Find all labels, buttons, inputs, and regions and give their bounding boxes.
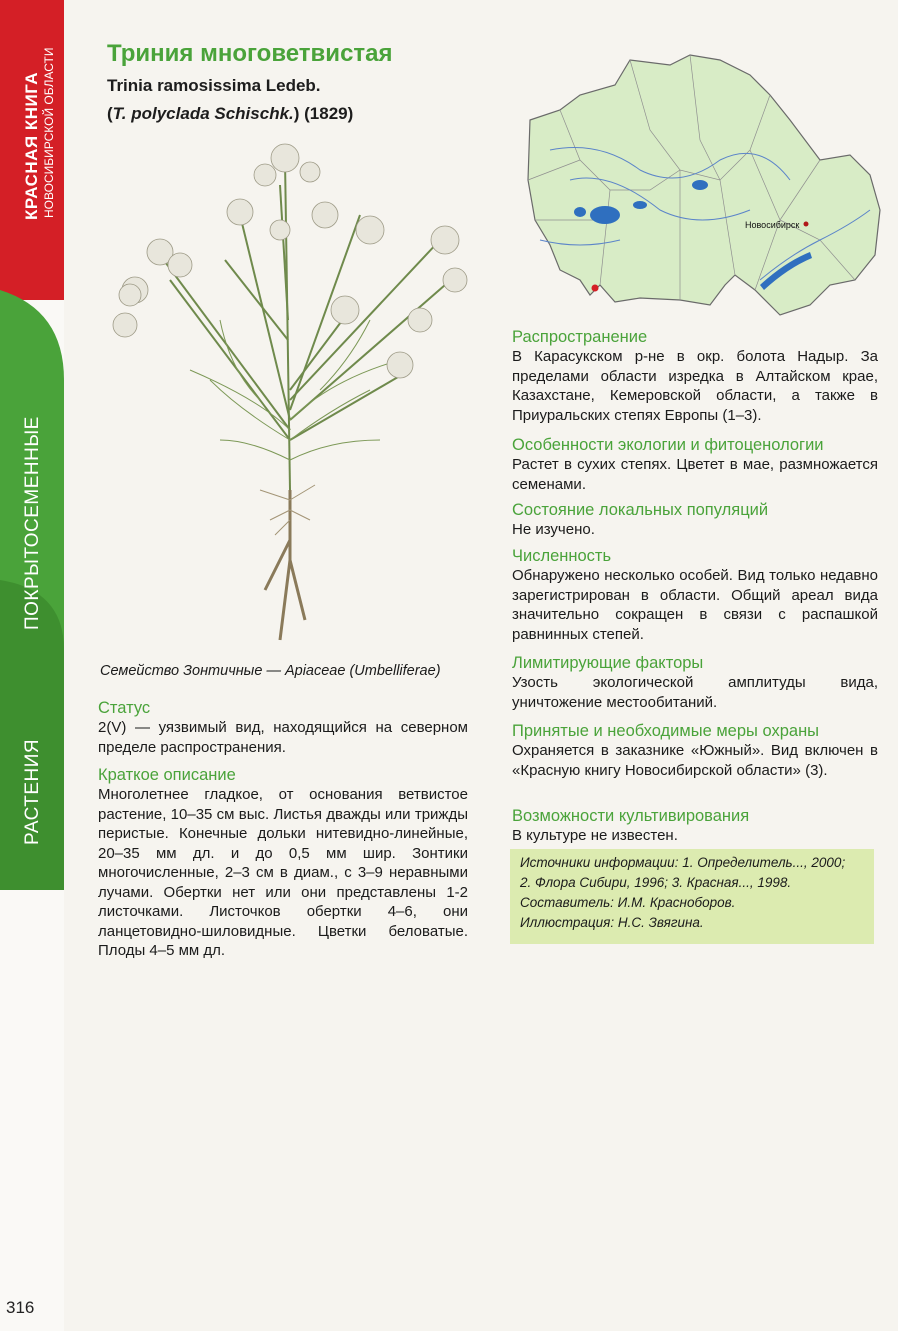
ecology-section — [512, 435, 878, 494]
distribution-section — [512, 327, 878, 425]
region-map — [520, 40, 885, 322]
status-heading: Статус — [98, 699, 151, 717]
populations-text: Не изучено. — [512, 521, 595, 538]
description-section — [98, 765, 468, 961]
limiting-section — [512, 653, 878, 712]
sources-line: Источники информации: 1. Определитель..., 2000; — [520, 855, 846, 870]
limiting-heading: Лимитирующие факторы — [512, 654, 704, 672]
abundance-heading: Численность — [512, 547, 612, 565]
kingdom-label: РАСТЕНИЯ — [22, 738, 43, 845]
compiler-line: Составитель: И.М. Красноборов. — [520, 895, 736, 910]
cultivation-heading: Возможности культивирования — [512, 807, 750, 825]
book-title: КРАСНАЯ КНИГА — [22, 71, 41, 220]
occurrence-marker — [592, 285, 599, 292]
synonym-line: (T. polyclada Schischk.) (1829) — [107, 104, 354, 123]
book-subtitle: НОВОСИБИРСКОЙ ОБЛАСТИ — [42, 47, 56, 218]
description-text: Многолетнее гладкое, от основания ветвистое растение, 10–35 см выс. Листья дважды или трижды перистые. Конечные дольки нитевидно-линейные, 20–35 мм дл. и до 0,5 мм шир. Зонтики многочисленные, 2–3 см в диам., с 3–9 неравными лучами. Обертки нет или они представлены 1-2 листочками. Листочков обертки 4–6, они ланцетовидно-шиловидные. Цветки беловатые. Плоды 4–5 мм дл. — [98, 786, 468, 959]
synonym-name: T. polyclada Schischk. — [112, 104, 294, 123]
page-number: 316 — [6, 1298, 35, 1317]
city-label: Новосибирск — [745, 220, 800, 230]
cultivation-text: В культуре не известен. — [512, 827, 678, 844]
sources-box — [510, 849, 874, 944]
protection-section — [512, 721, 878, 780]
description-heading: Краткое описание — [98, 766, 236, 784]
status-section — [98, 698, 468, 757]
distribution-heading: Распространение — [512, 328, 648, 346]
cultivation-section — [512, 806, 878, 846]
protection-text: Охраняется в заказнике «Южный». Вид включен в «Красную книгу Новосибирской области» (3). — [512, 742, 878, 779]
sidebar — [0, 0, 64, 1331]
city-marker — [804, 222, 809, 227]
latin-name: Trinia ramosissima Ledeb. — [107, 76, 321, 95]
plant-illustration — [100, 140, 500, 655]
illustrator-line: Иллюстрация: Н.С. Звягина. — [520, 915, 704, 930]
populations-section — [512, 500, 878, 540]
sources-line: 2. Флора Сибири, 1996; 3. Красная..., 1998. — [520, 875, 792, 890]
family-caption: Семейство Зонтичные — Apiaceae (Umbelliferae) — [100, 663, 441, 679]
status-text: 2(V) — уязвимый вид, находящийся на северном пределе распространения. — [98, 719, 468, 756]
category-label: ПОКРЫТОСЕМЕННЫЕ — [22, 416, 43, 630]
ecology-heading: Особенности экологии и фитоценологии — [512, 436, 824, 454]
abundance-section — [512, 546, 878, 644]
protection-heading: Принятые и необходимые меры охраны — [512, 722, 820, 740]
page-title: Триния многоветвистая — [107, 40, 393, 67]
abundance-text: Обнаружено несколько особей. Вид только недавно зарегистрирован в области. Общий ареал вида значительно сокращен в связи с распашкой равнинных степей. — [512, 567, 878, 643]
populations-heading: Состояние локальных популяций — [512, 501, 769, 519]
distribution-text: В Карасукском р-не в окр. болота Надыр. За пределами области изредка в Алтайском крае, Казахстане, Кемеровской области, а также в Приуральских степях Европы (1–3). — [512, 348, 878, 424]
ecology-text: Растет в сухих степях. Цветет в мае, размножается семенами. — [512, 456, 878, 493]
limiting-text: Узость экологической амплитуды вида, уничтожение местообитаний. — [512, 674, 878, 711]
